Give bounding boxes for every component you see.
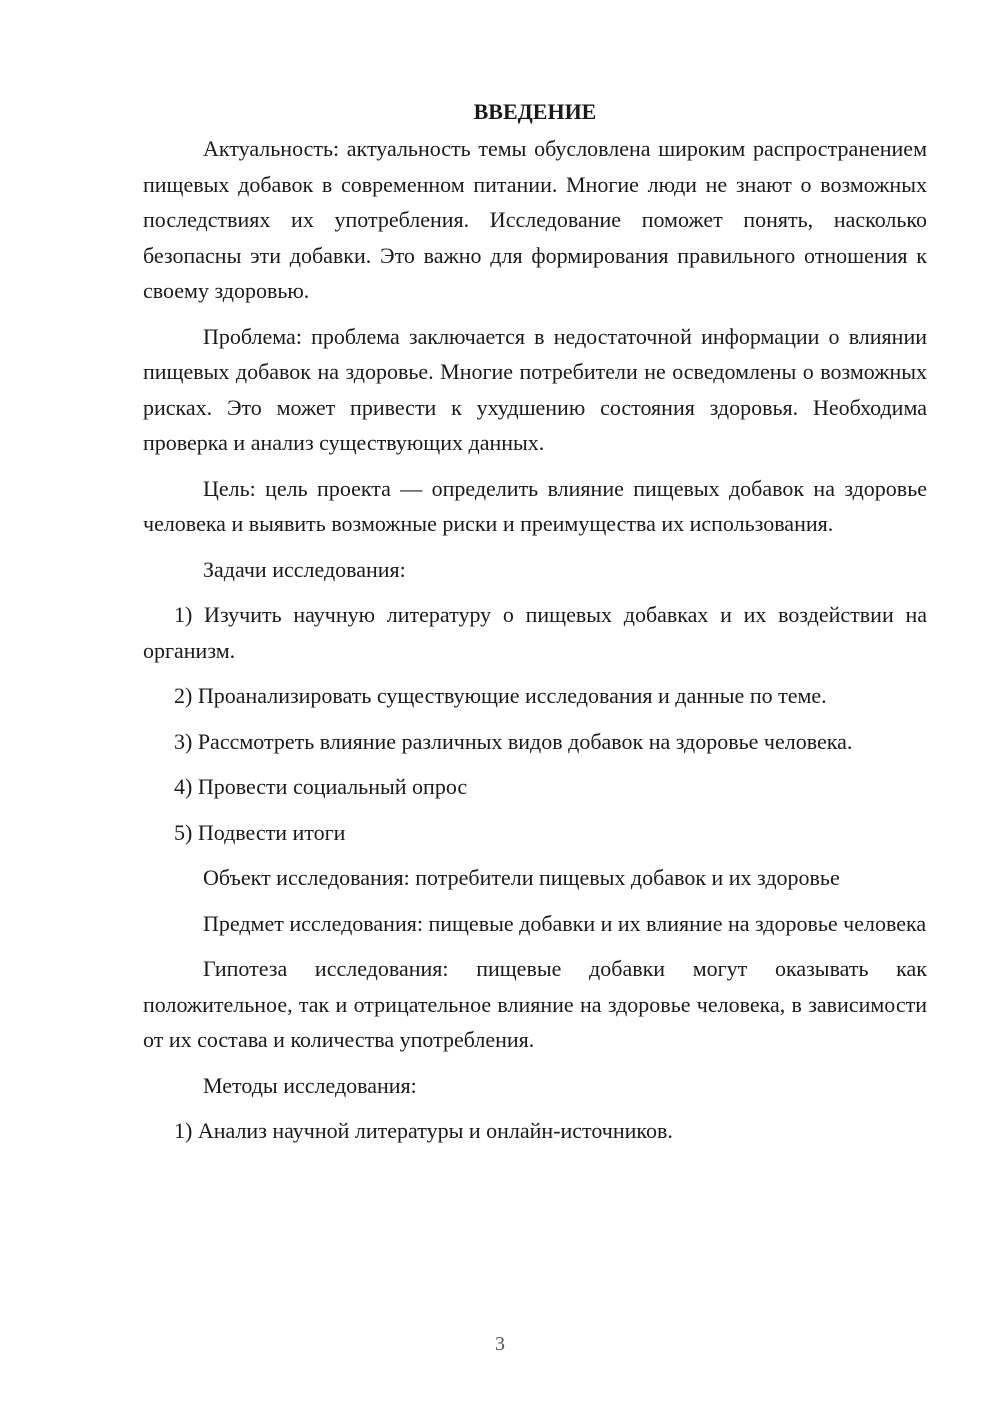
tasks-heading: Задачи исследования: xyxy=(203,556,406,582)
task-item-1: 1) Изучить научную литературу о пищевых добавках и их воздействии на организм. xyxy=(143,602,927,663)
methods-heading: Методы исследования: xyxy=(203,1072,417,1098)
task-item-5: 5) Подвести итоги xyxy=(174,819,346,845)
section-title: ВВЕДЕНИЕ xyxy=(473,99,597,124)
relevance-paragraph: Актуальность: актуальность темы обусловлена широким распространением пищевых добавок в современном питании. Многие люди не знают о возможных последствиях их употребления. Исследование поможет понять, насколько безопасны эти добавки. Это важно для формирования правильного отношения к своему здоровью. xyxy=(143,136,927,303)
page-number: 3 xyxy=(495,1333,505,1355)
document-page xyxy=(143,94,927,1159)
method-item-1: 1) Анализ научной литературы и онлайн-источников. xyxy=(174,1118,673,1143)
subject-paragraph: Предмет исследования: пищевые добавки и их влияние на здоровье человека xyxy=(203,910,927,936)
problem-paragraph: Проблема: проблема заключается в недостаточной информации о влиянии пищевых добавок на здоровье. Многие потребители не осведомлены о возможных рисках. Это может привести к ухудшению состояния здоровья. Необходима проверка и анализ существующих данных. xyxy=(143,323,927,455)
object-paragraph: Объект исследования: потребители пищевых добавок и их здоровье xyxy=(203,865,840,890)
goal-paragraph: Цель: цель проекта — определить влияние пищевых добавок на здоровье человека и выявить возможные риски и преимущества их использования. xyxy=(143,475,927,536)
task-item-3: 3) Рассмотреть влияние различных видов добавок на здоровье человека. xyxy=(174,728,853,754)
hypothesis-paragraph: Гипотеза исследования: пищевые добавки могут оказывать как положительное, так и отрицательное влияние на здоровье человека, в зависимости от их состава и количества употребления. xyxy=(143,956,927,1052)
task-item-2: 2) Проанализировать существующие исследования и данные по теме. xyxy=(174,683,827,708)
task-item-4: 4) Провести социальный опрос xyxy=(174,774,468,799)
